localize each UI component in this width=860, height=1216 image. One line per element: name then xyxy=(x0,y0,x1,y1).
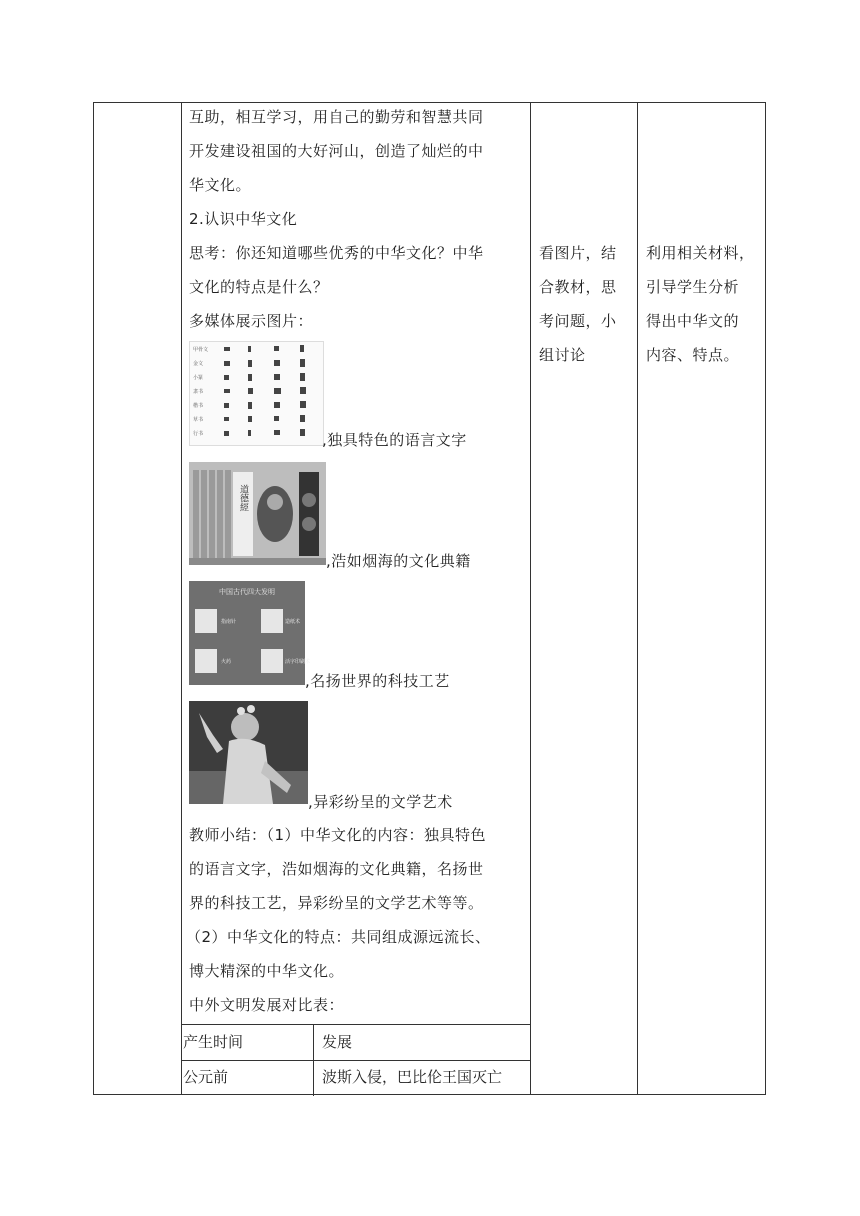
scroll-graphic xyxy=(189,462,326,565)
script-evolution-image xyxy=(189,341,324,446)
bamboo-scroll-image xyxy=(189,462,326,565)
section-heading: 2.认识中华文化 xyxy=(189,210,298,228)
invention-label: 指南针 xyxy=(221,619,237,625)
student-activity-line: 组讨论 xyxy=(539,346,586,364)
main-text-line: 华文化。 xyxy=(189,176,252,194)
inventions-graphic xyxy=(189,581,311,685)
script-row-label: 隶书 xyxy=(193,389,204,395)
student-activity-line: 合教材，思 xyxy=(539,278,617,296)
comparison-divider xyxy=(313,1025,314,1096)
comparison-cell: 波斯入侵，巴比伦王国灭亡 xyxy=(322,1068,503,1086)
summary-line: （2）中华文化的特点：共同组成源远流长、 xyxy=(186,928,491,946)
image-caption: ,浩如烟海的文化典籍 xyxy=(326,552,471,570)
script-row-label: 甲骨文 xyxy=(193,347,209,353)
summary-line: 中外文明发展对比表： xyxy=(189,996,345,1014)
script-row-label: 草书 xyxy=(193,417,204,423)
scroll-title: 道德經 xyxy=(238,484,248,512)
main-text-line: 文化的特点是什么？ xyxy=(189,278,329,296)
column-divider xyxy=(637,103,638,1094)
image-caption: ,异彩纷呈的文学艺术 xyxy=(308,793,453,811)
design-intent-line: 利用相关材料， xyxy=(646,244,755,262)
four-inventions-image xyxy=(189,581,311,685)
summary-line: 界的科技工艺，异彩纷呈的文学艺术等等。 xyxy=(189,894,484,912)
summary-line: 的语言文字，浩如烟海的文化典籍，名扬世 xyxy=(189,860,484,878)
lesson-table xyxy=(93,102,766,1095)
summary-line: 博大精深的中华文化。 xyxy=(189,962,345,980)
invention-label: 火药 xyxy=(221,659,232,665)
main-text-line: 开发建设祖国的大好河山，创造了灿烂的中 xyxy=(189,142,484,160)
invention-label: 造纸术 xyxy=(285,619,301,625)
comparison-header-cell: 产生时间 xyxy=(183,1033,244,1051)
column-divider xyxy=(181,103,182,1094)
script-row-label: 金文 xyxy=(193,361,204,367)
student-activity-line: 看图片，结 xyxy=(539,244,617,262)
column-divider xyxy=(530,103,531,1094)
comparison-cell: 公元前 xyxy=(183,1068,229,1086)
comparison-header-row xyxy=(181,1025,531,1061)
design-intent-line: 内容、特点。 xyxy=(646,346,740,364)
comparison-row xyxy=(181,1060,531,1095)
image-caption: ,名扬世界的科技工艺 xyxy=(305,672,450,690)
design-intent-line: 得出中华文的 xyxy=(646,312,740,330)
main-text-line: 思考：你还知道哪些优秀的中华文化？中华 xyxy=(189,244,484,262)
student-activity-line: 考问题，小 xyxy=(539,312,617,330)
script-row-label: 小篆 xyxy=(193,375,204,381)
script-chart-graphic xyxy=(190,342,323,445)
image-caption: ,独具特色的语言文字 xyxy=(322,431,467,449)
comparison-header-cell: 发展 xyxy=(322,1033,353,1051)
comparison-table xyxy=(181,1024,531,1096)
opera-performer-image xyxy=(189,701,308,804)
main-text-line: 互助，相互学习，用自己的勤劳和智慧共同 xyxy=(189,108,484,126)
script-row-label: 楷书 xyxy=(193,403,204,409)
summary-line: 教师小结：（1）中华文化的内容：独具特色 xyxy=(189,826,487,844)
script-row-label: 行书 xyxy=(193,431,204,437)
design-intent-line: 引导学生分析 xyxy=(646,278,740,296)
opera-graphic xyxy=(189,701,308,804)
inventions-title: 中国古代四大发明 xyxy=(219,588,275,596)
main-text-line: 多媒体展示图片： xyxy=(189,312,314,330)
invention-label: 活字印刷术 xyxy=(285,659,311,665)
